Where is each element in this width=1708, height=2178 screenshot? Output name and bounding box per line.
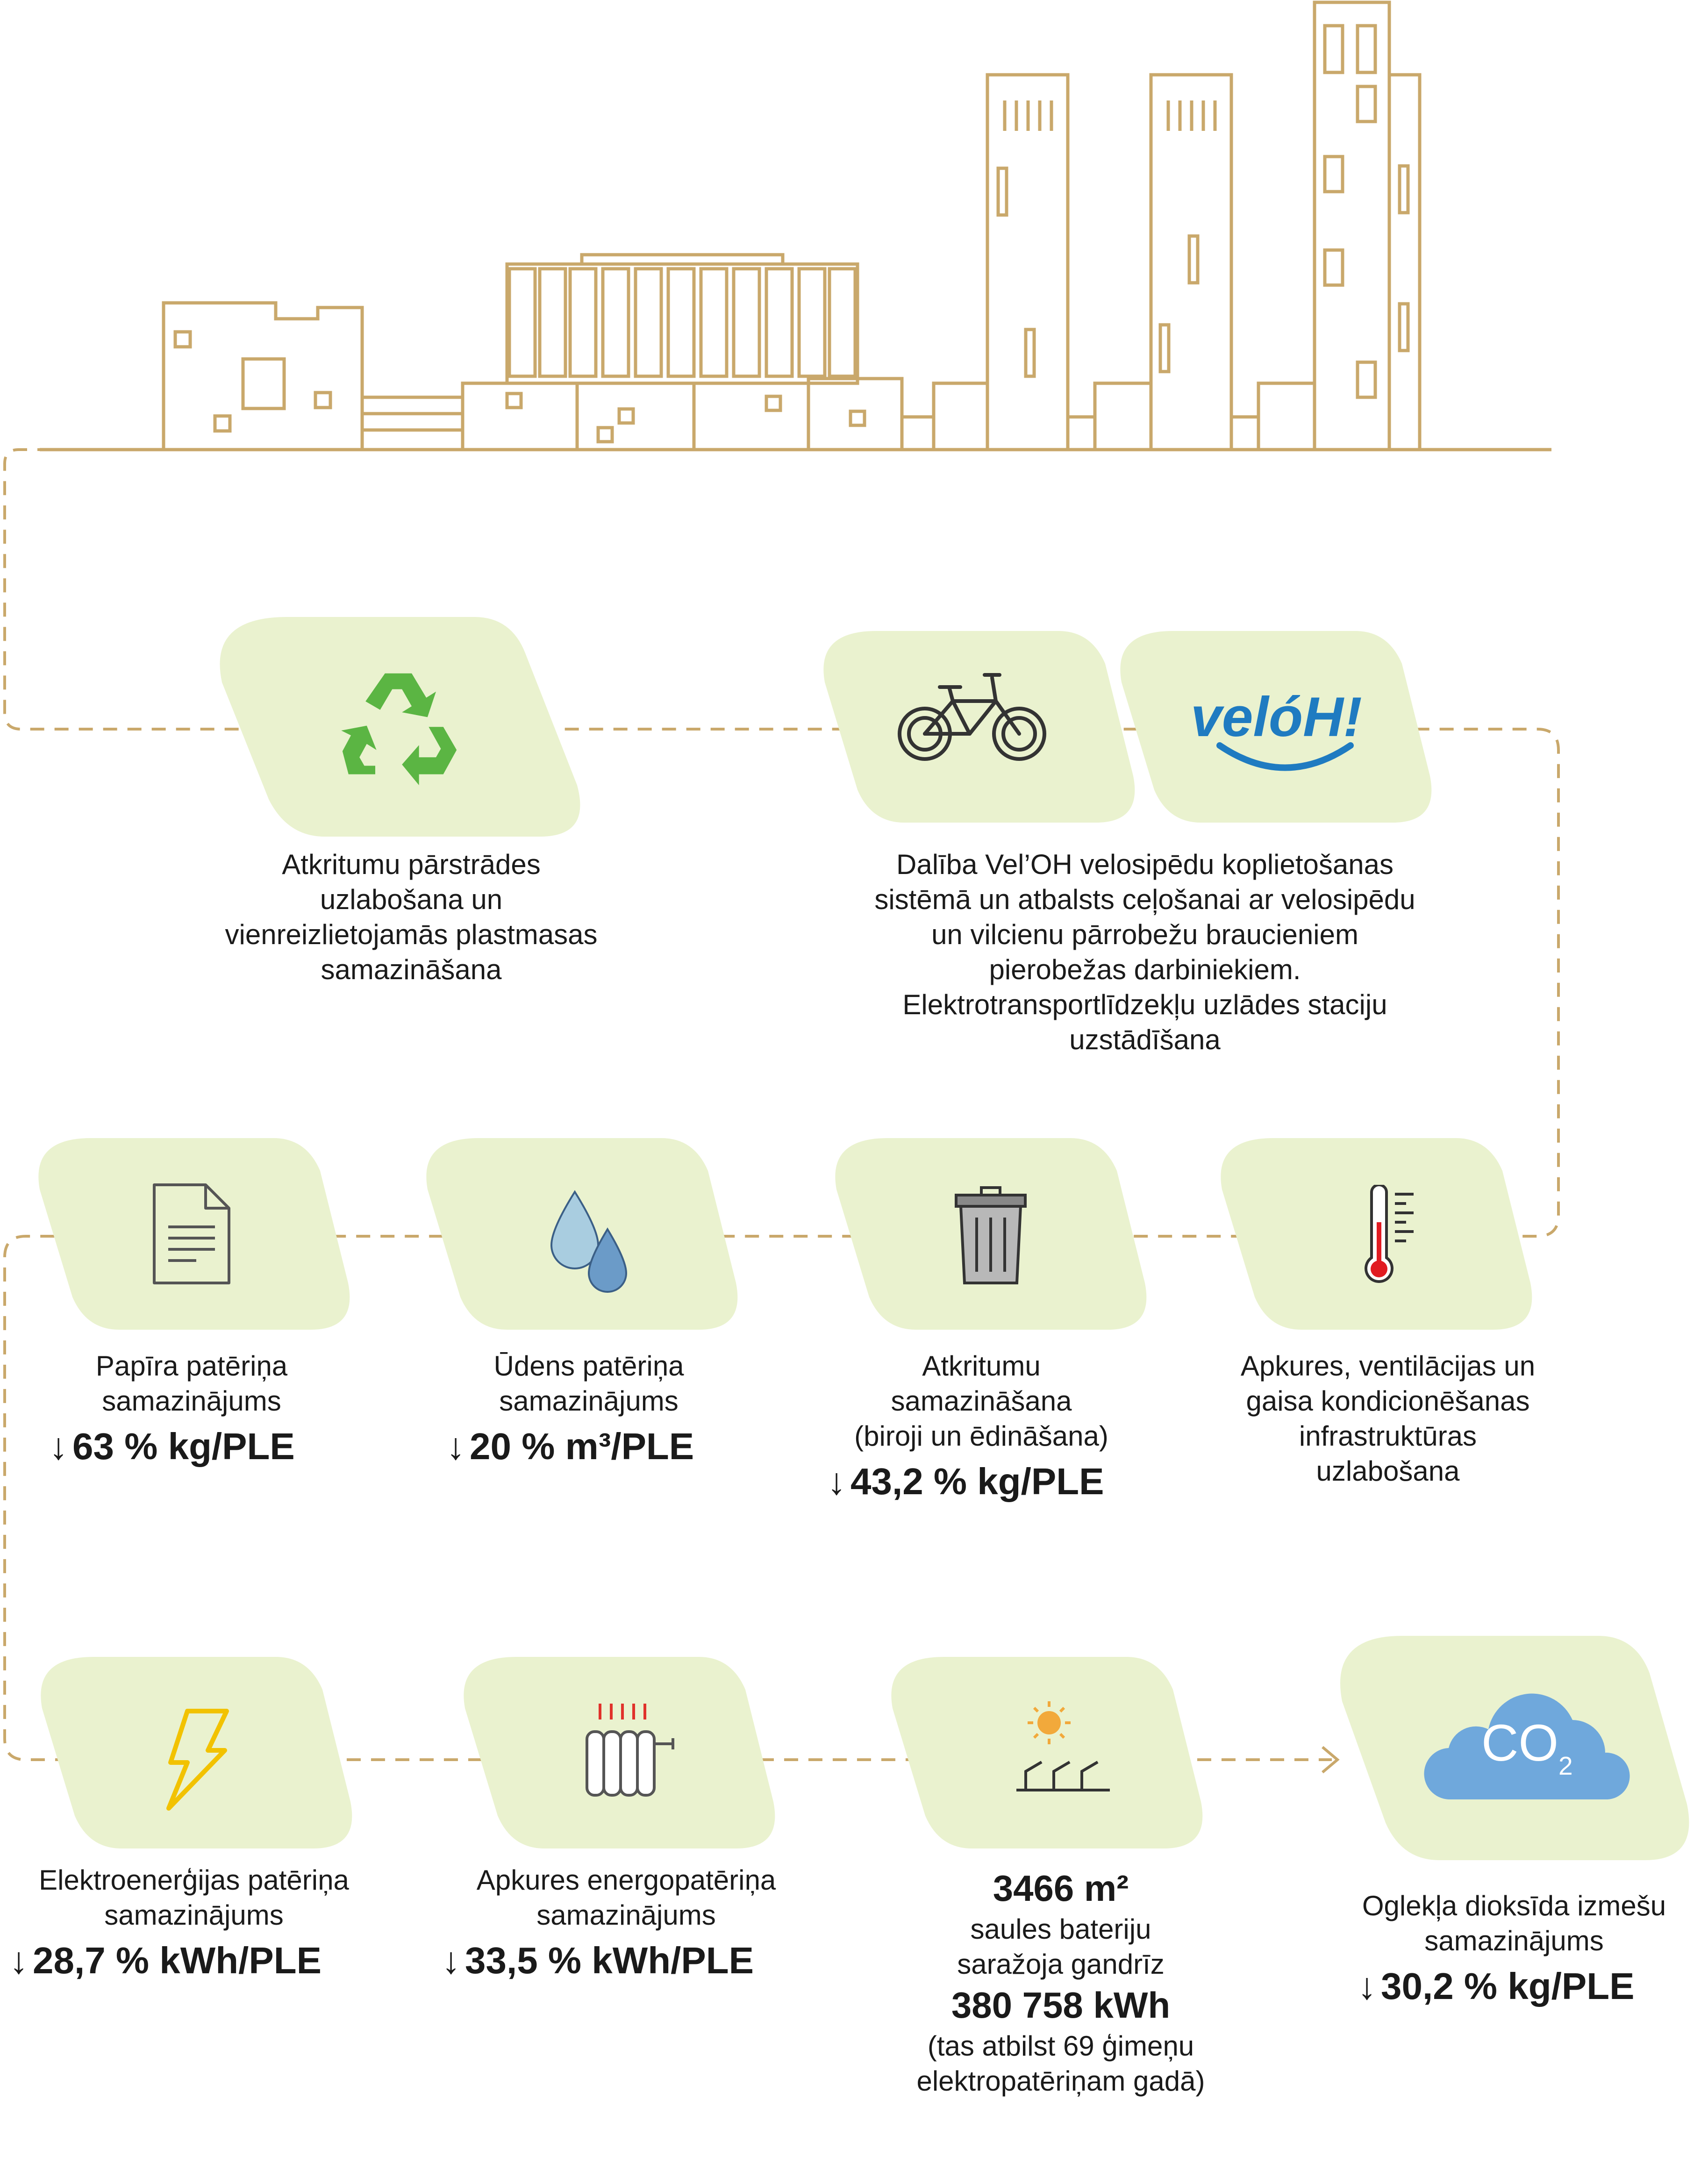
down-arrow-icon: ↓ <box>9 1940 28 1981</box>
down-arrow-icon: ↓ <box>1358 1965 1376 2007</box>
heating-stat <box>442 1940 754 1982</box>
caption-line: samazinājums <box>499 1385 679 1417</box>
caption-line: pierobežas darbiniekiem. <box>989 954 1301 985</box>
caption-line: Atkritumu <box>922 1350 1041 1382</box>
caption-line: samazināšana <box>891 1385 1072 1417</box>
lightning-icon <box>161 1708 231 1811</box>
co2-text: CO <box>1481 1714 1558 1772</box>
caption-line: sistēmā un atbalsts ceļošanai ar velosipēdu <box>874 884 1415 915</box>
water-caption <box>449 1348 729 1419</box>
caption-line: Dalība Vel’OH velosipēdu koplietošanas <box>896 849 1394 880</box>
heating-caption <box>442 1863 811 1933</box>
veloh-logo: velóH! <box>1191 686 1362 748</box>
radiator-icon <box>579 1699 682 1802</box>
caption-line: un vilcienu pārrobežu braucieniem <box>931 919 1358 950</box>
caption-line: samazinājums <box>102 1385 281 1417</box>
caption-line: vienreizlietojamās plastmasas <box>225 919 598 950</box>
caption-line: infrastruktūras <box>1299 1420 1477 1452</box>
caption-line: Elektroenerģijas patēriņa <box>39 1864 349 1896</box>
bicycle-icon <box>895 664 1049 767</box>
waste-stat <box>827 1461 1104 1503</box>
caption-line: samazinājums <box>104 1899 284 1931</box>
paper-stat <box>49 1426 295 1468</box>
stat-value: 63 % kg/PLE <box>72 1426 295 1467</box>
caption-line: elektropatēriņam gadā) <box>916 2065 1205 2097</box>
caption-line: Apkures energopatēriņa <box>476 1864 776 1896</box>
down-arrow-icon: ↓ <box>827 1461 846 1502</box>
caption-line: Apkures, ventilācijas un <box>1240 1350 1536 1382</box>
down-arrow-icon: ↓ <box>446 1426 465 1467</box>
bicycle-caption <box>818 847 1472 1057</box>
caption-line: gaisa kondicionēšanas <box>1246 1385 1530 1417</box>
caption-line: samazinājums <box>536 1899 716 1931</box>
solar-panel-icon <box>1012 1697 1115 1799</box>
caption-line: (tas atbilst 69 ģimeņu <box>927 2030 1194 2062</box>
hvac-caption <box>1210 1348 1565 1489</box>
co2-subscript: 2 <box>1558 1751 1573 1780</box>
thermometer-icon <box>1358 1185 1423 1288</box>
caption-line: Papīra patēriņa <box>95 1350 288 1382</box>
stat-value: 20 % m³/PLE <box>470 1426 694 1467</box>
trash-bin-icon <box>953 1185 1028 1288</box>
document-icon <box>150 1180 234 1288</box>
caption-line: uzlabošana un <box>320 884 503 915</box>
waste-caption <box>827 1348 1136 1454</box>
co2-caption <box>1332 1888 1696 1958</box>
water-drops-icon <box>547 1187 631 1295</box>
stat-value: 43,2 % kg/PLE <box>850 1461 1104 1502</box>
caption-line: Elektrotransportlīdzekļu uzlādes staciju <box>902 989 1387 1020</box>
recycling-caption <box>178 847 645 987</box>
caption-line: saules bateriju <box>970 1913 1151 1945</box>
solar-energy-value: 380 758 kWh <box>951 1985 1171 2026</box>
electricity-stat <box>9 1940 322 1982</box>
co2-label <box>1481 1714 1573 1791</box>
down-arrow-icon: ↓ <box>442 1940 460 1981</box>
caption-line: Oglekļa dioksīda izmešu <box>1362 1890 1666 1921</box>
stat-value: 28,7 % kWh/PLE <box>33 1940 322 1981</box>
caption-line: samazināšana <box>321 954 502 985</box>
caption-line: (biroji un ēdināšana) <box>854 1420 1108 1452</box>
recycle-icon <box>339 664 460 785</box>
water-stat <box>446 1426 694 1468</box>
caption-line: saražoja gandrīz <box>957 1949 1165 1980</box>
electricity-caption <box>9 1863 379 1933</box>
caption-line: Atkritumu pārstrādes <box>282 849 541 880</box>
paper-caption <box>51 1348 332 1419</box>
solar-caption <box>879 1865 1243 2099</box>
caption-line: uzlabošana <box>1316 1455 1460 1487</box>
down-arrow-icon: ↓ <box>49 1426 68 1467</box>
stat-value: 30,2 % kg/PLE <box>1381 1965 1635 2007</box>
caption-line: Ūdens patēriņa <box>493 1350 684 1382</box>
caption-line: samazinājums <box>1424 1925 1604 1956</box>
solar-area-value: 3466 m² <box>993 1868 1129 1909</box>
caption-line: uzstādīšana <box>1069 1024 1221 1055</box>
stat-value: 33,5 % kWh/PLE <box>465 1940 754 1981</box>
co2-stat <box>1358 1965 1634 2007</box>
city-skyline-illustration <box>40 2 1551 450</box>
veloh-smile-icon <box>1215 738 1355 776</box>
